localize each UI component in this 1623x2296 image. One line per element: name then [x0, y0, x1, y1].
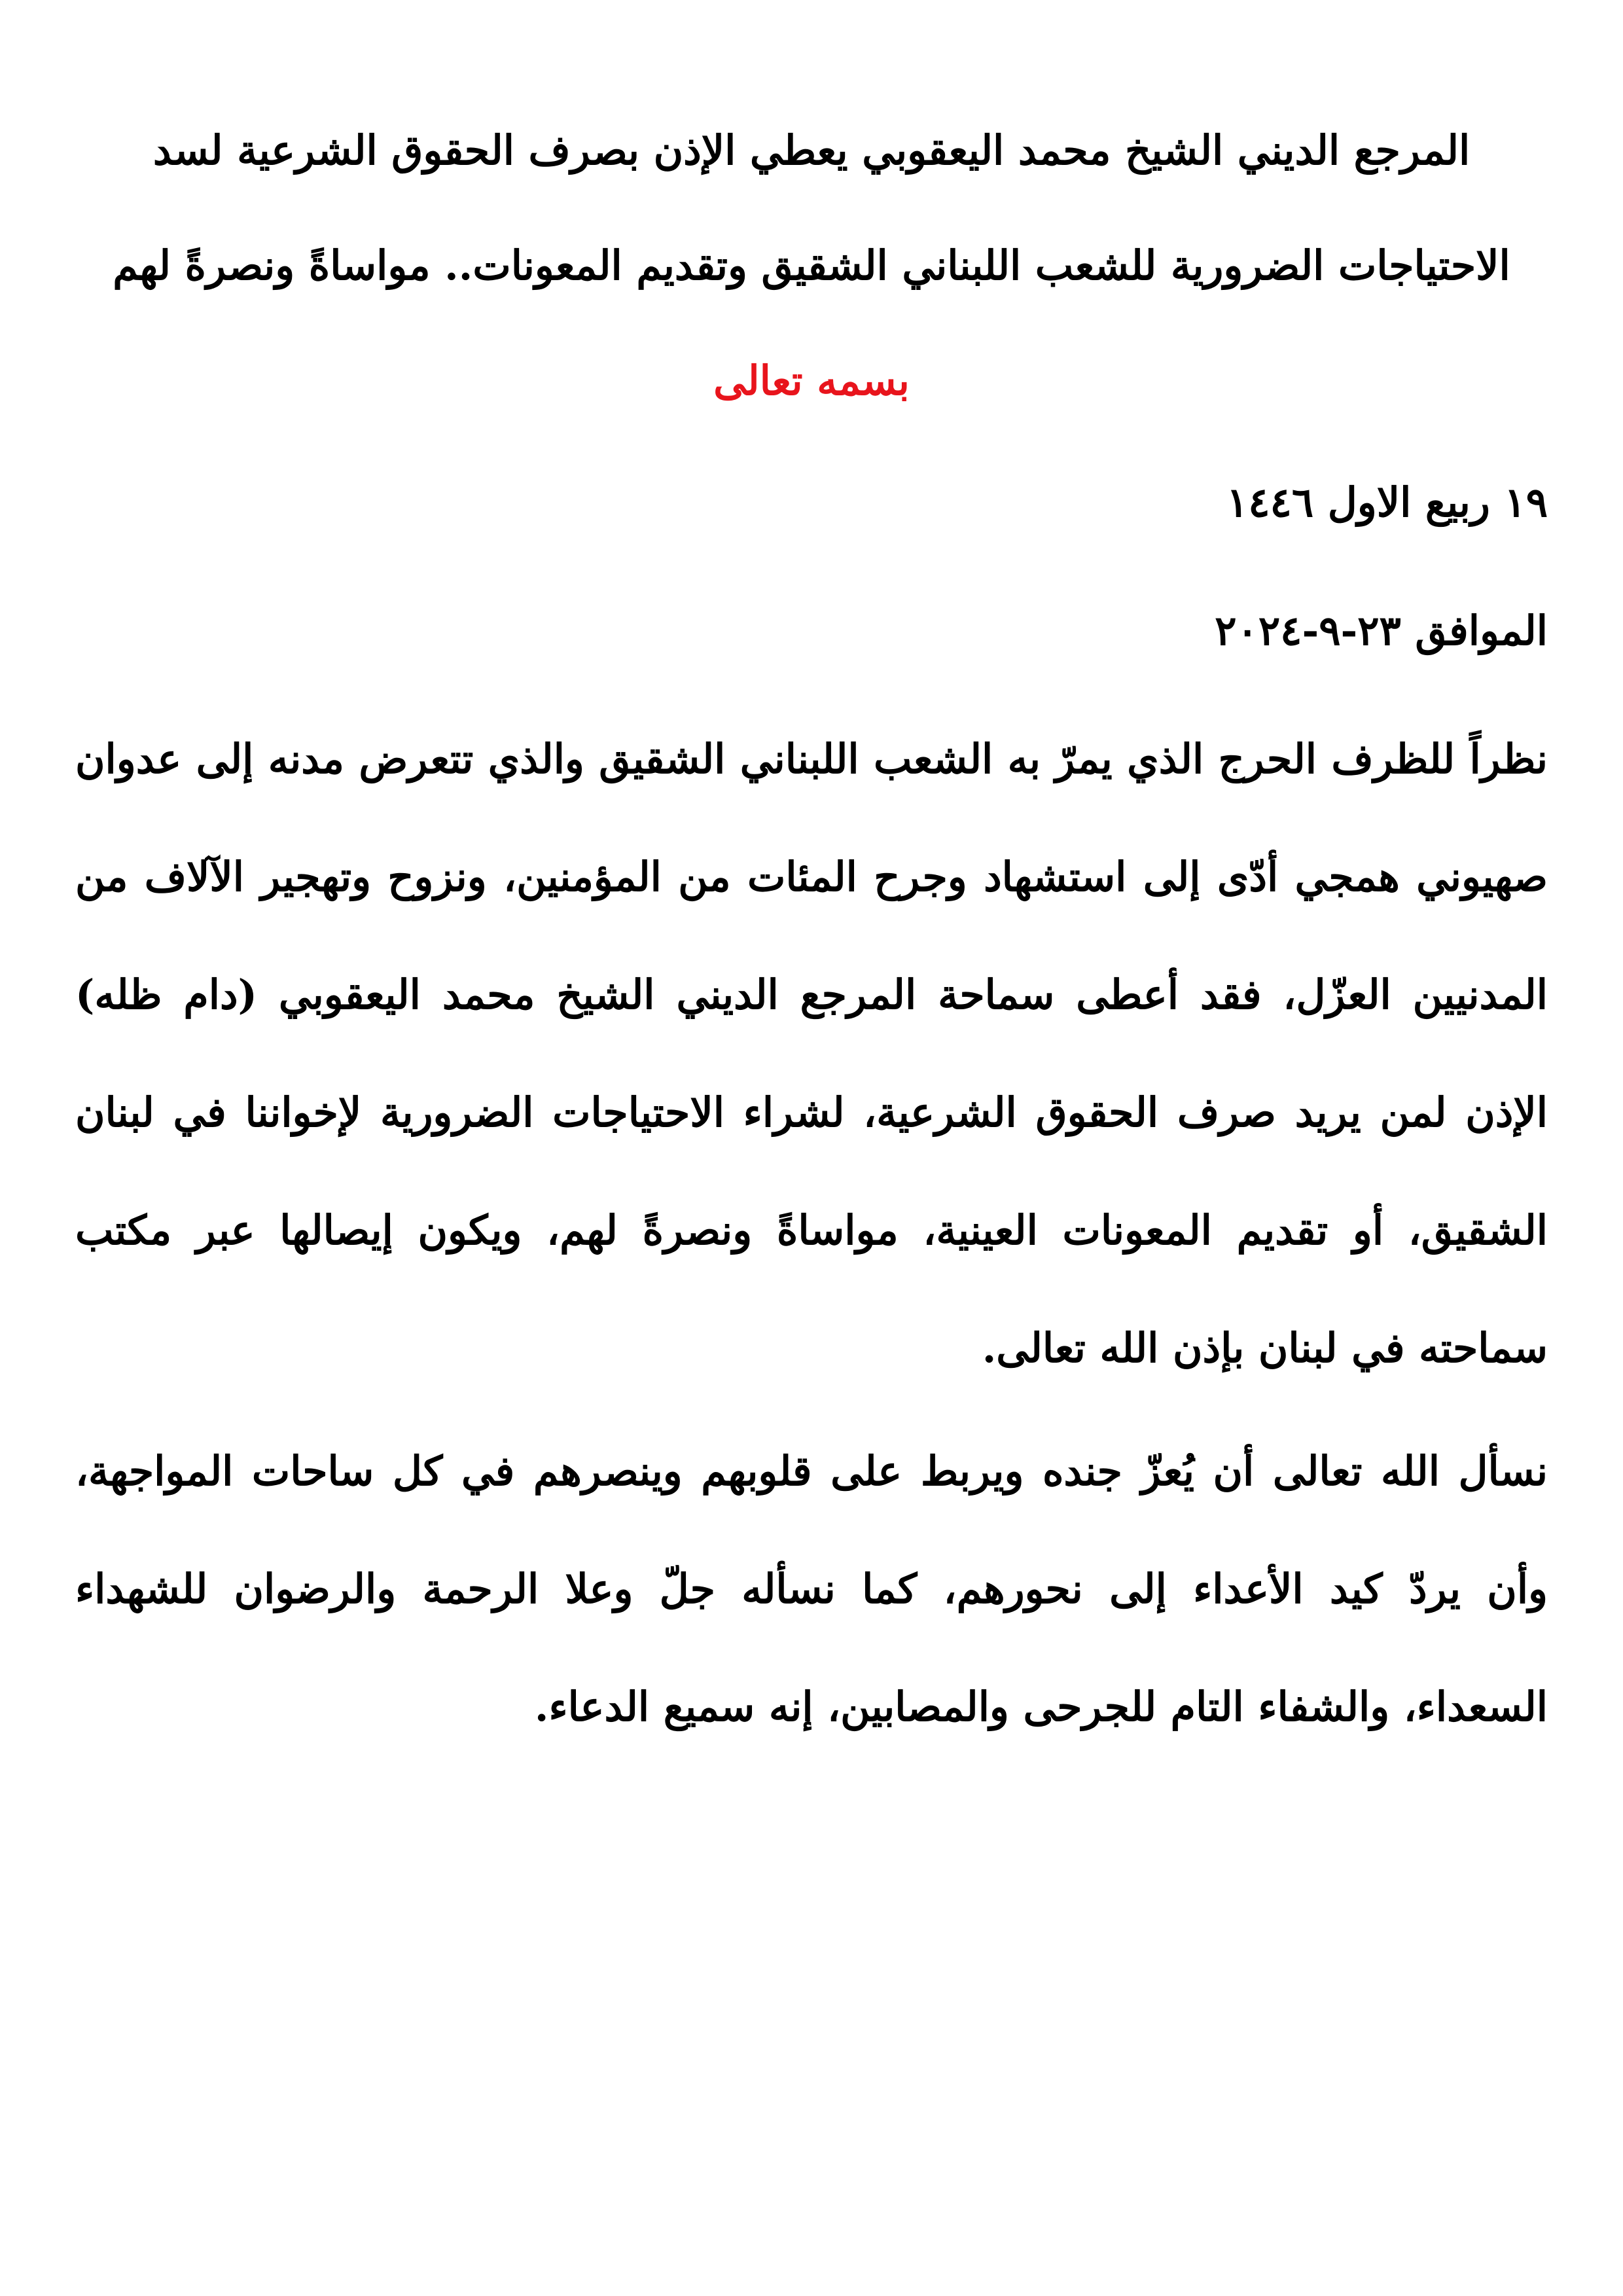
date-gregorian: الموافق ٢٣-٩-٢٠٢٤: [1215, 607, 1548, 655]
paragraph-1: نظراً للظرف الحرج الذي يمرّ به الشعب اللبناني الشقيق والذي تتعرض مدنه إلى عدوان صهيوني همجي أدّى إلى استشهاد وجرح المئات من المؤمنين، ونزوح وتهجير الآلاف من المدنيين العزّل، فقد أعطى سماحة المرجع الديني الشيخ محمد اليعقوبي (دام ظله) الإذن لمن يريد صرف الحقوق الشرعية، لشراء الاحتياجات الضرورية لإخواننا في لبنان الشقيق، أو تقديم المعونات العينية، مواساةً ونصرةً لهم، ويكون إيصالها عبر مكتب سماحته في لبنان بإذن الله تعالى.: [75, 735, 1548, 1372]
headline: المرجع الديني الشيخ محمد اليعقوبي يعطي الإذن بصرف الحقوق الشرعية لسد الاحتياجات الضرورية للشعب اللبناني الشقيق وتقديم المعونات.. مواساةً ونصرةً لهم: [113, 126, 1510, 289]
date-hijri: ١٩ ربيع الاول ١٤٤٦: [1226, 478, 1548, 526]
basmala: بسمه تعالى: [713, 357, 910, 404]
paragraph-2: نسأل الله تعالى أن يُعزّ جنده ويربط على قلوبهم وينصرهم في كل ساحات المواجهة، وأن يردّ كيد الأعداء إلى نحورهم، كما نسأله جلّ وعلا الرحمة والرضوان للشهداء السعداء، والشفاء التام للجرحى والمصابين، إنه سميع الدعاء.: [75, 1447, 1548, 1731]
